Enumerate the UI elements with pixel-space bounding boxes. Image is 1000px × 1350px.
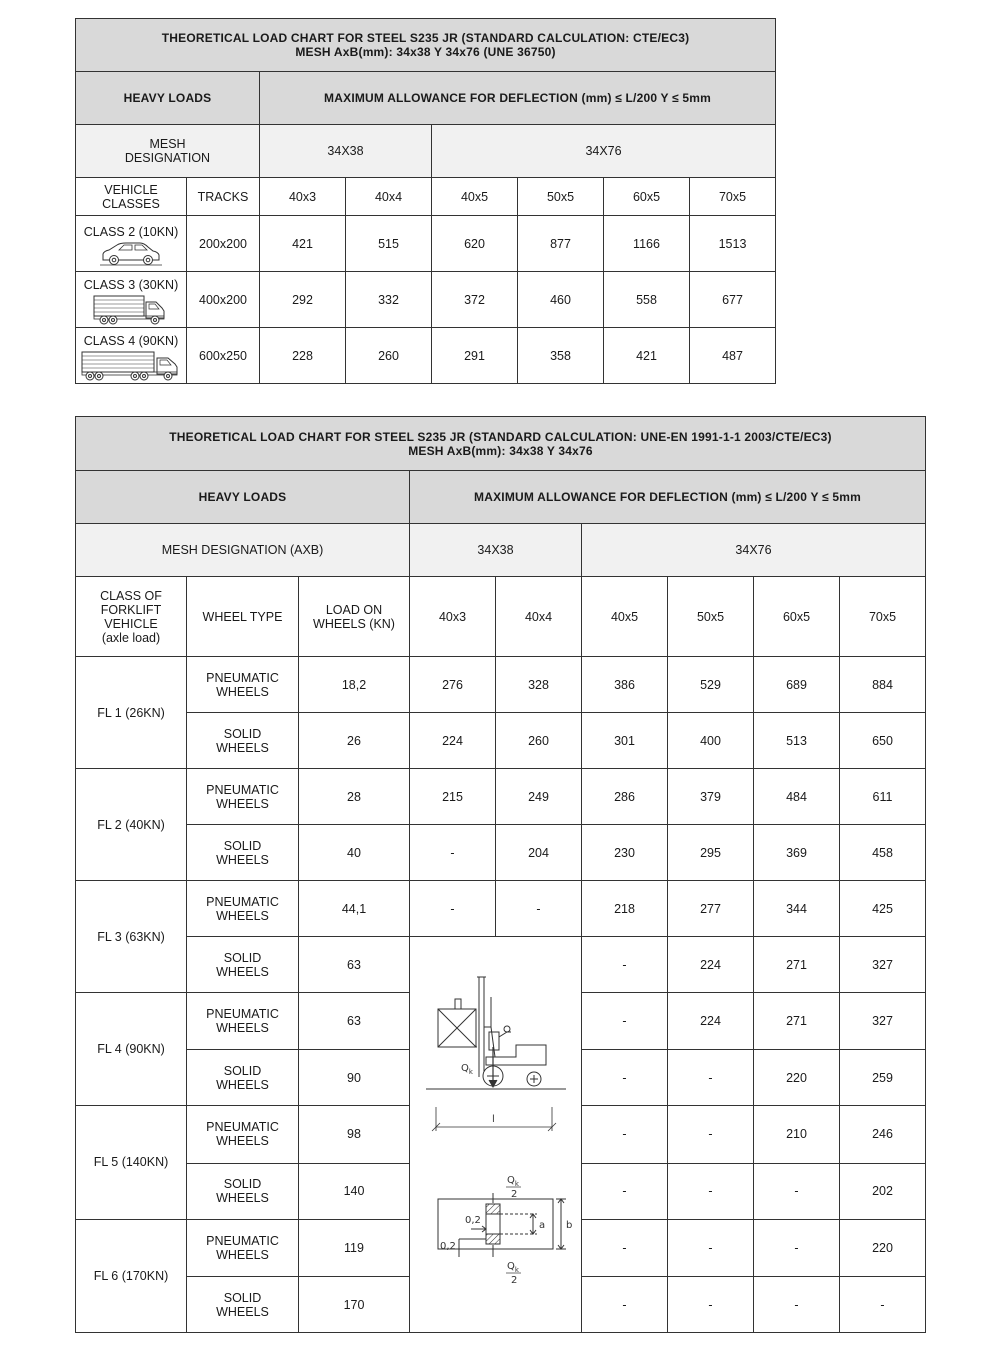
load-value: 44,1 (299, 881, 410, 937)
value-cell: - (582, 1106, 668, 1163)
value-cell: - (668, 1050, 754, 1106)
value-cell: 230 (582, 825, 668, 881)
table-row (76, 937, 926, 993)
value-cell: 677 (690, 272, 776, 328)
value-cell: 460 (518, 272, 604, 328)
col-header: 40x5 (432, 178, 518, 216)
class-header-line: CLASS OF (100, 588, 162, 603)
forklift-class: FL 4 (90KN) (76, 993, 187, 1106)
col-header: 60x5 (754, 577, 840, 657)
title-line-1: THEORETICAL LOAD CHART FOR STEEL S235 JR (STANDARD CALCULATION: UNE-EN 1991-1-1 2003/CTE/EC3) (169, 429, 832, 444)
wheel-load-plan-icon (438, 1193, 566, 1257)
wheel-type-line: PNEUMATIC (206, 670, 279, 685)
wheel-type (187, 769, 299, 825)
tracks-value: 200x200 (187, 216, 260, 272)
wheel-type (187, 657, 299, 713)
value-cell: 271 (754, 993, 840, 1050)
tracks-value: 400x200 (187, 272, 260, 328)
wheel-type-line: PNEUMATIC (206, 1120, 279, 1135)
value-cell: 1513 (690, 216, 776, 272)
forklift-class: FL 3 (63KN) (76, 881, 187, 993)
value-cell: 224 (668, 937, 754, 993)
wheel-type (187, 881, 299, 937)
dim-b-label: b (565, 1220, 572, 1231)
load-value: 63 (299, 993, 410, 1050)
half-bottom-label: 2 (510, 1275, 517, 1286)
heavy-loads-header: HEAVY LOADS (76, 471, 410, 524)
value-cell: 224 (410, 713, 496, 769)
table-row (76, 328, 776, 384)
max-deflection-header: MAXIMUM ALLOWANCE FOR DEFLECTION (mm) ≤ L/200 Y ≤ 5mm (260, 72, 776, 125)
load-value: 18,2 (299, 657, 410, 713)
vehicle-class-cell (76, 328, 187, 384)
qk-label: $Q_k$ (460, 1063, 473, 1076)
col-header: 40x3 (260, 178, 346, 216)
value-cell: 259 (840, 1050, 926, 1106)
wheel-type-line: WHEELS (216, 964, 269, 979)
value-cell: - (582, 1219, 668, 1276)
mesh-34x38: 34X38 (410, 524, 582, 577)
wheel-type-line: SOLID (223, 950, 262, 965)
qk-half-bottom-label: $Q_k$ (506, 1261, 519, 1274)
value-cell: - (668, 1163, 754, 1219)
value-cell: 277 (668, 881, 754, 937)
car-icon (100, 241, 162, 267)
value-cell: - (754, 1219, 840, 1276)
value-cell: 386 (582, 657, 668, 713)
wheel-type-line: WHEELS (216, 1247, 269, 1262)
value-cell: 224 (668, 993, 754, 1050)
value-cell: 218 (582, 881, 668, 937)
title-line-2: MESH AxB(mm): 34x38 Y 34x76 (UNE 36750) (295, 45, 556, 59)
wheel-type-line: PNEUMATIC (206, 782, 279, 797)
value-cell: 276 (410, 657, 496, 713)
value-cell: 210 (754, 1106, 840, 1163)
truck-icon (92, 294, 170, 326)
offset-bottom-label: 0,2 (439, 1241, 456, 1252)
value-cell: 458 (840, 825, 926, 881)
value-cell: 260 (346, 328, 432, 384)
wheel-type (187, 1163, 299, 1219)
mesh-34x38: 34X38 (260, 125, 432, 178)
tracks-header: TRACKS (187, 178, 260, 216)
value-cell: 204 (496, 825, 582, 881)
wheel-type-line: SOLID (223, 726, 262, 741)
value-cell: 332 (346, 272, 432, 328)
wheel-type-line: WHEELS (216, 908, 269, 923)
class-header-line: VEHICLE (104, 616, 158, 631)
forklift-diagram (411, 937, 581, 1329)
value-cell: 650 (840, 713, 926, 769)
value-cell: 327 (840, 993, 926, 1050)
value-cell: 295 (668, 825, 754, 881)
forklift-class: FL 6 (170KN) (76, 1219, 187, 1332)
forklift-icon (426, 977, 566, 1131)
wheel-type (187, 993, 299, 1050)
dim-a-label: a (538, 1220, 545, 1231)
title-line-2: MESH AxB(mm): 34x38 Y 34x76 (408, 443, 593, 458)
value-cell: 1166 (604, 216, 690, 272)
load-header-line: WHEELS (KN) (313, 616, 395, 631)
value-cell: 286 (582, 769, 668, 825)
table-row (76, 216, 776, 272)
value-cell: 228 (260, 328, 346, 384)
col-header: 70x5 (690, 178, 776, 216)
load-value: 140 (299, 1163, 410, 1219)
table-row (76, 713, 926, 769)
wheel-type (187, 713, 299, 769)
value-cell: 246 (840, 1106, 926, 1163)
value-cell: 260 (496, 713, 582, 769)
classes-label: CLASSES (102, 196, 160, 211)
wheel-type-line: WHEELS (216, 740, 269, 755)
value-cell: 620 (432, 216, 518, 272)
offset-top-label: 0,2 (464, 1215, 481, 1226)
forklift-diagram-cell (410, 937, 582, 1333)
vehicle-class-cell (76, 272, 187, 328)
value-cell: 249 (496, 769, 582, 825)
value-cell: 425 (840, 881, 926, 937)
value-cell: 400 (668, 713, 754, 769)
wheel-type (187, 1219, 299, 1276)
load-header (299, 577, 410, 657)
forklift-class: FL 1 (26KN) (76, 657, 187, 769)
value-cell: 877 (518, 216, 604, 272)
value-cell: 421 (260, 216, 346, 272)
value-cell: 369 (754, 825, 840, 881)
span-label: l (491, 1114, 495, 1125)
mesh-designation-label-2: DESIGNATION (124, 151, 211, 165)
wheel-type-line: WHEELS (216, 684, 269, 699)
table-row (76, 881, 926, 937)
value-cell: 884 (840, 657, 926, 713)
load-value: 63 (299, 937, 410, 993)
wheel-type-line: WHEELS (216, 796, 269, 811)
wheel-type (187, 937, 299, 993)
load-value: 170 (299, 1277, 410, 1333)
value-cell: 421 (604, 328, 690, 384)
mesh-designation-label: MESH (149, 137, 186, 151)
col-header: 60x5 (604, 178, 690, 216)
wheel-type-line: SOLID (223, 1177, 262, 1192)
forklift-class: FL 2 (40KN) (76, 769, 187, 881)
value-cell: 487 (690, 328, 776, 384)
wheel-type-line: WHEELS (216, 1077, 269, 1092)
wheel-type-line: SOLID (223, 1063, 262, 1078)
table-row (76, 769, 926, 825)
max-deflection-header: MAXIMUM ALLOWANCE FOR DEFLECTION (mm) ≤ L/200 Y ≤ 5mm (410, 471, 926, 524)
col-header: 40x3 (410, 577, 496, 657)
class-header (76, 577, 187, 657)
value-cell: - (582, 993, 668, 1050)
value-cell: 327 (840, 937, 926, 993)
forklift-class: FL 5 (140KN) (76, 1106, 187, 1219)
wheel-type-line: PNEUMATIC (206, 1233, 279, 1248)
wheel-type-line: SOLID (223, 1290, 262, 1305)
value-cell: - (754, 1277, 840, 1333)
load-header-line: LOAD ON (325, 602, 383, 617)
column-header-row (76, 178, 776, 216)
class-header-line: FORKLIFT (100, 602, 162, 617)
value-cell: - (668, 1219, 754, 1276)
mesh-34x76: 34X76 (582, 524, 926, 577)
table-row (76, 272, 776, 328)
value-cell: - (668, 1106, 754, 1163)
value-cell: 328 (496, 657, 582, 713)
value-cell: - (410, 881, 496, 937)
wheel-type-line: WHEELS (216, 852, 269, 867)
table-title (76, 19, 776, 72)
value-cell: 215 (410, 769, 496, 825)
col-header: 40x4 (346, 178, 432, 216)
vehicle-class-label: CLASS 3 (30KN) (83, 277, 179, 292)
col-header: 40x4 (496, 577, 582, 657)
value-cell: - (754, 1163, 840, 1219)
value-cell: 271 (754, 937, 840, 993)
wheel-type-line: SOLID (223, 838, 262, 853)
col-header: 50x5 (518, 178, 604, 216)
wheel-type-line: WHEELS (216, 1191, 269, 1206)
value-cell: 611 (840, 769, 926, 825)
table-row (76, 825, 926, 881)
value-cell: 344 (754, 881, 840, 937)
load-value: 98 (299, 1106, 410, 1163)
wheel-type-line: PNEUMATIC (206, 894, 279, 909)
vehicle-classes-header (76, 178, 187, 216)
wheel-type (187, 1277, 299, 1333)
wheel-type (187, 1050, 299, 1106)
half-top-label: 2 (510, 1189, 517, 1200)
value-cell: - (582, 937, 668, 993)
value-cell: 220 (754, 1050, 840, 1106)
value-cell: 220 (840, 1219, 926, 1276)
value-cell: - (496, 881, 582, 937)
vehicle-class-label: CLASS 2 (10KN) (83, 224, 179, 239)
value-cell: 301 (582, 713, 668, 769)
wheel-type-header: WHEEL TYPE (187, 577, 299, 657)
col-header: 50x5 (668, 577, 754, 657)
value-cell: 689 (754, 657, 840, 713)
value-cell: - (582, 1277, 668, 1333)
load-chart-table-2 (75, 416, 926, 1333)
load-value: 26 (299, 713, 410, 769)
value-cell: 484 (754, 769, 840, 825)
vehicle-class-label: CLASS 4 (90KN) (83, 333, 179, 348)
wheel-type (187, 1106, 299, 1163)
load-value: 119 (299, 1219, 410, 1276)
table-row (76, 657, 926, 713)
wheel-type-line: PNEUMATIC (206, 1007, 279, 1022)
value-cell: - (668, 1277, 754, 1333)
value-cell: 529 (668, 657, 754, 713)
heavy-loads-header: HEAVY LOADS (76, 72, 260, 125)
value-cell: 558 (604, 272, 690, 328)
qk-half-top-label: $Q_k$ (506, 1175, 519, 1188)
value-cell: 358 (518, 328, 604, 384)
table-title (76, 417, 926, 471)
vehicle-label: VEHICLE (104, 182, 158, 197)
col-header: 40x5 (582, 577, 668, 657)
wheel-type-line: WHEELS (216, 1021, 269, 1036)
value-cell: - (840, 1277, 926, 1333)
load-value: 90 (299, 1050, 410, 1106)
value-cell: 515 (346, 216, 432, 272)
column-header-row (76, 577, 926, 657)
wheel-type-line: WHEELS (216, 1134, 269, 1149)
mesh-34x76: 34X76 (432, 125, 776, 178)
wheel-type-line: WHEELS (216, 1304, 269, 1319)
mesh-designation-header: MESH DESIGNATION (AXB) (76, 524, 410, 577)
load-value: 28 (299, 769, 410, 825)
wheel-type (187, 825, 299, 881)
value-cell: 291 (432, 328, 518, 384)
title-line-1: THEORETICAL LOAD CHART FOR STEEL S235 JR (STANDARD CALCULATION: CTE/EC3) (161, 31, 690, 45)
value-cell: - (582, 1050, 668, 1106)
class-header-line: (axle load) (101, 630, 161, 645)
col-header: 70x5 (840, 577, 926, 657)
value-cell: 202 (840, 1163, 926, 1219)
value-cell: 379 (668, 769, 754, 825)
value-cell: 513 (754, 713, 840, 769)
value-cell: - (410, 825, 496, 881)
value-cell: 372 (432, 272, 518, 328)
mesh-designation-header (76, 125, 260, 178)
trailer-truck-icon (80, 350, 182, 382)
value-cell: - (582, 1163, 668, 1219)
tracks-value: 600x250 (187, 328, 260, 384)
load-chart-table-1 (75, 18, 776, 384)
vehicle-class-cell (76, 216, 187, 272)
value-cell: 292 (260, 272, 346, 328)
load-value: 40 (299, 825, 410, 881)
